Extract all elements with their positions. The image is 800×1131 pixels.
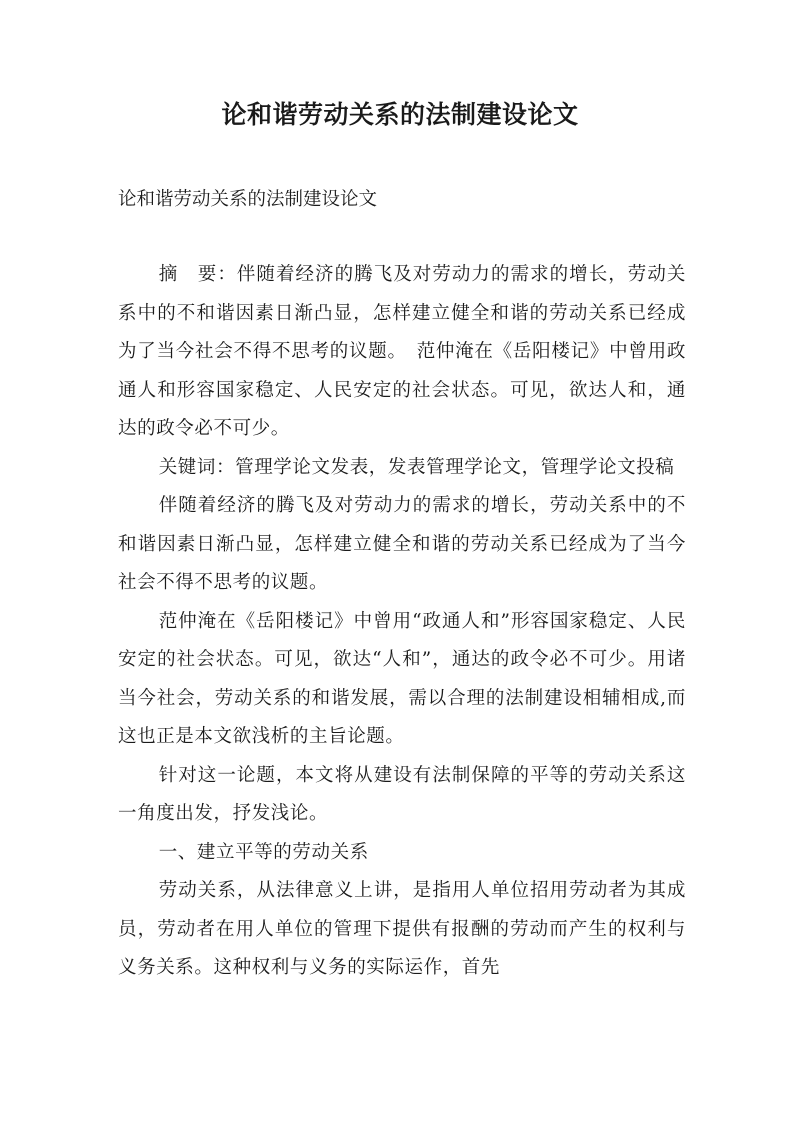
document-body <box>118 256 686 988</box>
body-paragraph: 伴随着经济的腾飞及对劳动力的需求的增长，劳动关系中的不和谐因素日渐凸显，怎样建立健全和谐的劳动关系已经成为了当今社会不得不思考的议题。 <box>118 495 686 593</box>
section-heading: 一、建立平等的劳动关系 <box>158 841 369 863</box>
body-paragraph: 针对这一论题，本文将从建设有法制保障的平等的劳动关系这一角度出发，抒发浅论。 <box>118 764 686 824</box>
abstract-paragraph: 摘 要：伴随着经济的腾飞及对劳动力的需求的增长，劳动关系中的不和谐因素日渐凸显，怎样建立健全和谐的劳动关系已经成为了当今社会不得不思考的议题。 范仲淹在《岳阳楼记》中曾用政通人和形容国家稳定、人民安定的社会状态。可见，欲达人和，通达的政令必不可少。 <box>118 264 686 439</box>
body-paragraph: 劳动关系，从法律意义上讲，是指用人单位招用劳动者为其成员，劳动者在用人单位的管理下提供有报酬的劳动而产生的权利与义务关系。这种权利与义务的实际运作，首先 <box>118 880 686 978</box>
document-subtitle: 论和谐劳动关系的法制建设论文 <box>118 189 378 210</box>
document-title: 论和谐劳动关系的法制建设论文 <box>221 100 579 129</box>
body-paragraph: 范仲淹在《岳阳楼记》中曾用“政通人和”形容国家稳定、人民安定的社会状态。可见，欲达“人和”，通达的政令必不可少。用诸当今社会，劳动关系的和谐发展，需以合理的法制建设相辅相成,而这也正是本文欲浅析的主旨论题。 <box>118 610 686 747</box>
keywords-paragraph: 关键词：管理学论文发表，发表管理学论文，管理学论文投稿 <box>158 456 675 478</box>
